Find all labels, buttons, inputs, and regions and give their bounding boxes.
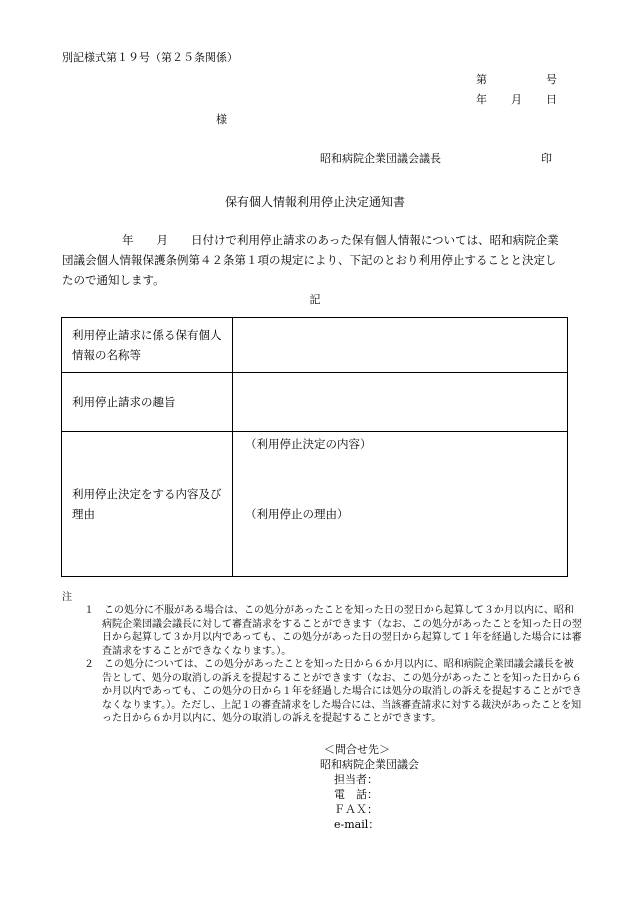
row-label-decision-content: 利用停止決定をする内容及び理由 [62, 432, 233, 577]
contact-fax: ＦＡＸ： [334, 803, 378, 816]
contact-block [300, 742, 450, 832]
row-value-request-info [233, 318, 568, 373]
contact-org: 昭和病院企業団議会 [320, 758, 419, 771]
note-2-line: った日から６か月以内に、処分の取消しの訴えを提起することができます。 [102, 713, 442, 724]
document-number-prefix: 第 [476, 73, 487, 86]
body-line-3: たので通知します。 [62, 273, 165, 287]
ki-marker: 記 [309, 293, 321, 306]
document-title: 保有個人情報利用停止決定通知書 [224, 195, 405, 209]
notes-label: 注 [62, 592, 72, 603]
details-table [61, 317, 568, 577]
note-2 [84, 658, 582, 726]
seal-mark: 印 [541, 152, 552, 165]
issuer-name: 昭和病院企業団議会議長 [320, 152, 441, 165]
date-month: 月 [511, 93, 522, 106]
note-2-line: 告として、処分の取消しの訴えを提起することができます（なお、この処分があったことを知った日から６ [102, 672, 582, 684]
contact-person: 担当者： [334, 773, 378, 786]
addressee-honorific: 様 [216, 113, 227, 126]
row-label-request-info: 利用停止請求に係る保有個人情報の名称等 [62, 318, 233, 373]
body-paragraph [62, 230, 572, 290]
note-2-line: か月以内であっても、この処分の日から１年を経過した場合には処分の取消しの訴えを提起することができ [102, 686, 582, 697]
date-year: 年 [476, 93, 487, 106]
body-line-2: 団議会個人情報保護条例第４２条第１項の規定により、下記のとおり利用停止することと決定し [62, 253, 557, 267]
note-1-line: 日から起算して３か月以内であっても、この処分があった日の翌日から起算して１年を経過した場合には審 [102, 632, 582, 643]
date-day: 日 [546, 93, 557, 106]
table-row [62, 432, 568, 577]
note-2-line: なくなります。）。ただし、上記１の審査請求をした場合には、当該審査請求に対する裁決があったことを知 [102, 699, 582, 711]
row-value-request-purpose [233, 373, 568, 432]
note-1-line: １ この処分に不服がある場合は、この処分があったことを知った日の翌日から起算して３か月以内に、昭和 [84, 605, 574, 616]
table-row [62, 318, 568, 373]
contact-heading: ＜問合せ先＞ [324, 743, 390, 756]
form-number: 別記様式第１９号（第２５条関係） [62, 51, 238, 64]
note-2-line: ２ この処分については、この処分があったことを知った日から６か月以内に、昭和病院企業団議会議長を被 [84, 659, 574, 670]
row-label-request-purpose: 利用停止請求の趣旨 [62, 373, 233, 432]
table-row [62, 373, 568, 432]
document-number-suffix: 号 [546, 73, 557, 86]
contact-phone: 電 話： [334, 788, 378, 801]
body-line-1: 年 月 日付けで利用停止請求のあった保有個人情報については、昭和病院企業 [122, 233, 559, 247]
note-1-line: 病院企業団議会議長に対して審査請求をすることができます（なお、この処分があったことを知った日の翌 [102, 618, 582, 630]
decision-reason-heading: （利用停止の理由） [245, 507, 349, 521]
contact-email: e-mail： [334, 818, 380, 831]
row-value-decision-content [233, 432, 568, 577]
decision-content-heading: （利用停止決定の内容） [245, 437, 372, 451]
note-1 [84, 604, 582, 658]
note-1-line: 査請求をすることができなくなります。）。 [102, 645, 292, 657]
